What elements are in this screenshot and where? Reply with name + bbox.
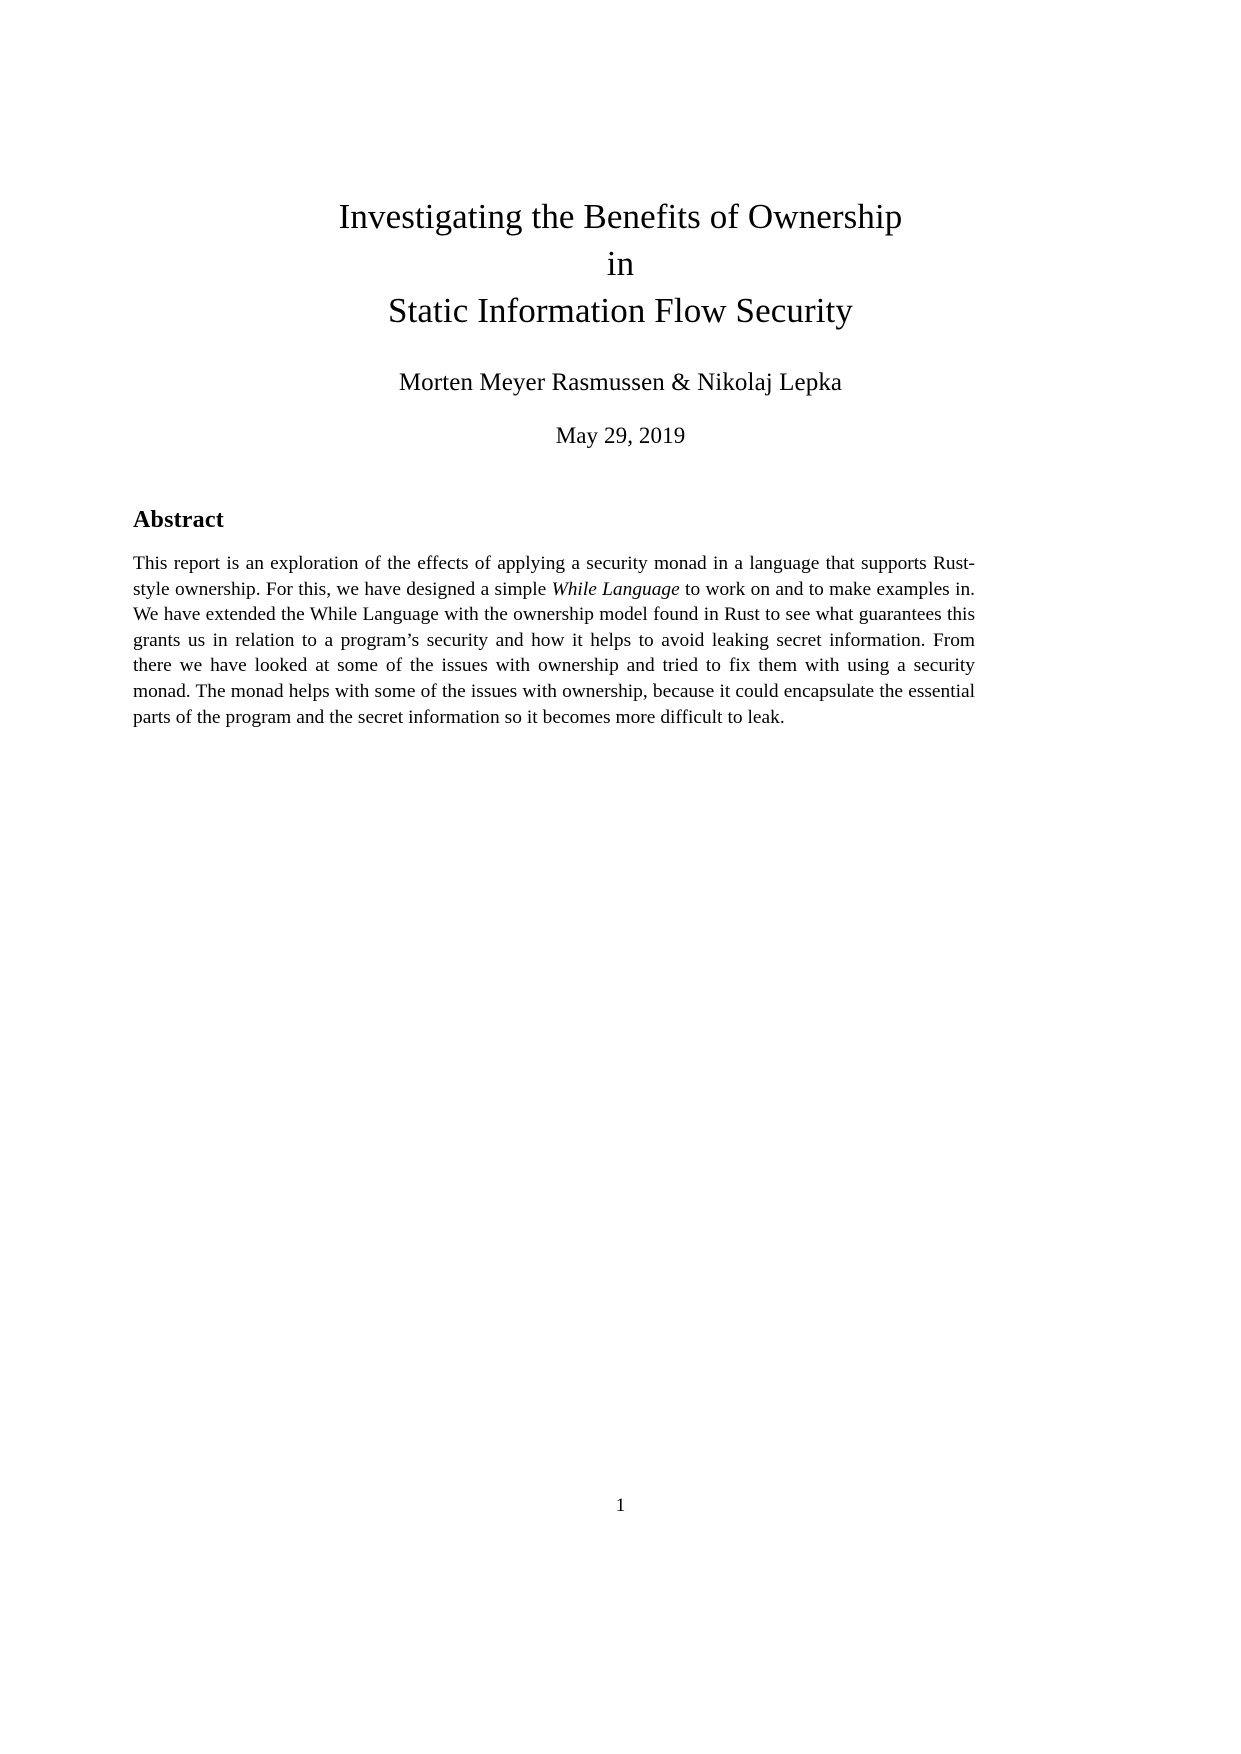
author-line: Morten Meyer Rasmussen & Nikolaj Lepka bbox=[398, 369, 843, 396]
abstract-heading: Abstract bbox=[133, 507, 224, 533]
page-number: 1 bbox=[615, 1495, 626, 1516]
abstract-text-part-2: to work on and to make examples in. We have extended the While Language with the ownership model found in Rust to see what guarantees this grants us in relation to a program’s security and how it helps to avoid leaking secret information. From there we have looked at some of the issues with ownership and tried to fix them with using a security monad. The monad helps with some of the issues with ownership, because it could encapsulate the essential parts of the program and the secret information so it becomes more difficult to leak. bbox=[133, 578, 975, 728]
abstract-section bbox=[133, 505, 975, 730]
date-line: May 29, 2019 bbox=[555, 423, 686, 448]
page-title-line-2: in bbox=[606, 244, 635, 283]
title-block bbox=[133, 193, 1108, 451]
page-title-line-1: Investigating the Benefits of Ownership bbox=[338, 197, 903, 236]
page-title-line-3: Static Information Flow Security bbox=[388, 291, 853, 330]
abstract-body bbox=[133, 551, 975, 730]
abstract-text-part-1: This report is an exploration of the effects of applying a security monad in a language that supports Rust-style ownership. For this, we have designed a simple bbox=[133, 553, 975, 600]
abstract-emphasis-while-language: While Language bbox=[551, 578, 680, 600]
